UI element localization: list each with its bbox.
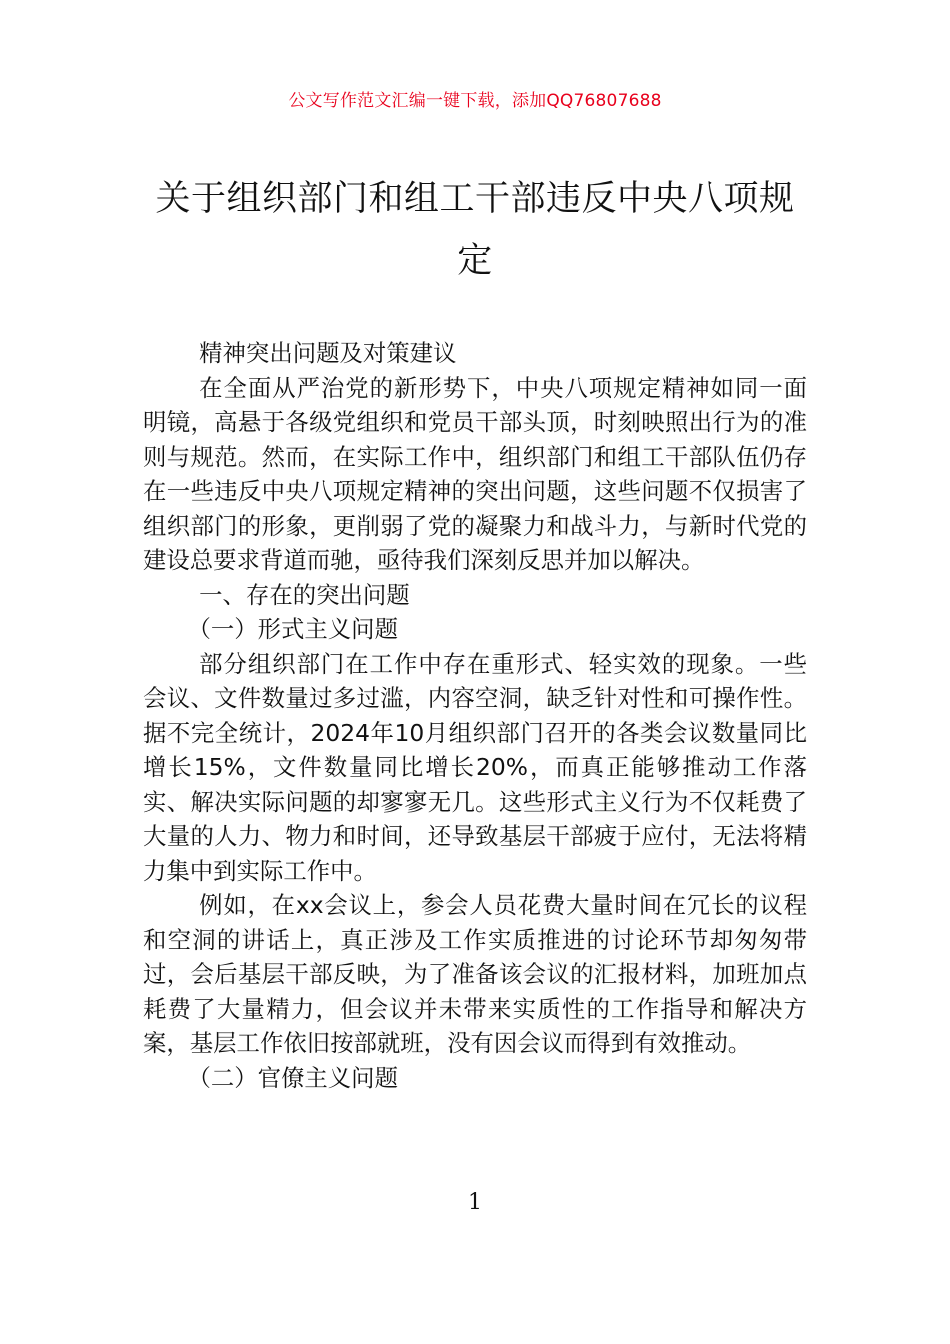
section-heading-1: 一、存在的突出问题 bbox=[199, 580, 410, 609]
paragraph-example: 例如，在xx会议上，参会人员花费大量时间在冗长的议程和空洞的讲话上，真正涉及工作实质推进的讨论环节却匆匆带过，会后基层干部反映，为了准备该会议的汇报材料，加班加点耗费了大量精力，但会议并未带来实质性的工作指导和解决方案，基层工作依旧按部就班，没有因会议而得到有效推动。 bbox=[143, 891, 807, 1057]
page-number: 1 bbox=[468, 1190, 482, 1215]
paragraph-intro: 在全面从严治党的新形势下，中央八项规定精神如同一面明镜，高悬于各级党组织和党员干部头顶，时刻映照出行为的准则与规范。然而，在实际工作中，组织部门和组工干部队伍仍存在一些违反中央八项规定精神的突出问题，这些问题不仅损害了组织部门的形象，更削弱了党的凝聚力和战斗力，与新时代党的建设总要求背道而驰，亟待我们深刻反思并加以解决。 bbox=[143, 373, 807, 574]
document-title: 关于组织部门和组工干部违反中央八项规定 bbox=[155, 179, 795, 281]
paragraph-formalism: 部分组织部门在工作中存在重形式、轻实效的现象。一些会议、文件数量过多过滥，内容空洞，缺乏针对性和可操作性。据不完全统计，2024年10月组织部门召开的各类会议数量同比增长15%，文件数量同比增长20%，而真正能够推动工作落实、解决实际问题的却寥寥无几。这些形式主义行为不仅耗费了大量的人力、物力和时间，还导致基层干部疲于应付，无法将精力集中到实际工作中。 bbox=[143, 649, 807, 885]
paragraph-subtitle-continuation: 精神突出问题及对策建议 bbox=[199, 339, 457, 367]
document-body bbox=[143, 336, 807, 1095]
header-download-note: 公文写作范文汇编一键下载，添加QQ76807688 bbox=[288, 91, 662, 111]
subsection-heading-formalism: （一）形式主义问题 bbox=[187, 615, 398, 643]
subsection-heading-bureaucratism: （二）官僚主义问题 bbox=[187, 1063, 398, 1092]
